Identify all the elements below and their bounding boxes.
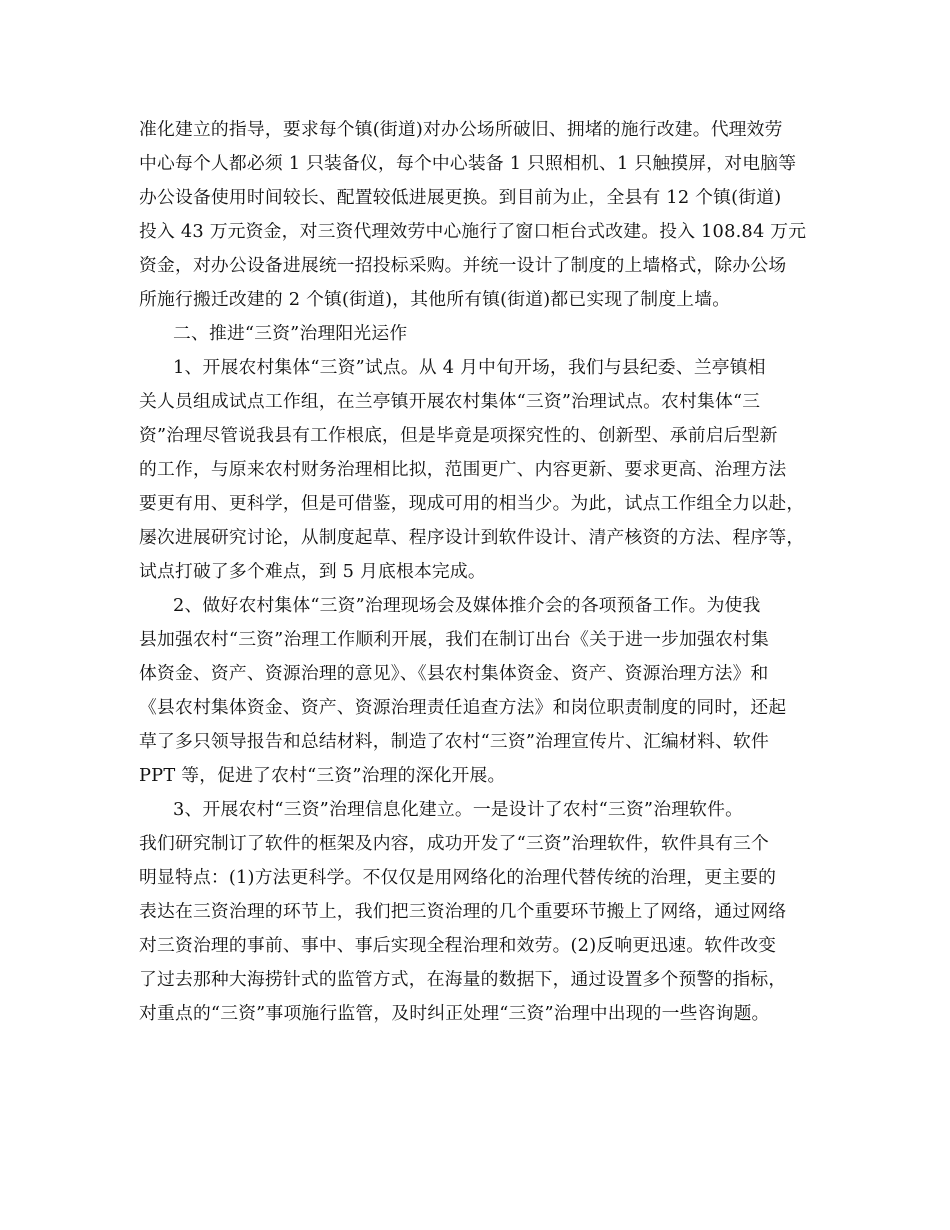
text-line: 3、开展农村“三资”治理信息化建立。一是设计了农村“三资”治理软件。 bbox=[173, 799, 744, 820]
text-line: 屡次进展研究讨论，从制度起草、程序设计到软件设计、清产核资的方法、程序等， bbox=[139, 527, 805, 548]
text-line: 办公设备使用时间较长、配置较低进展更换。到目前为止，全县有 12 个镇(街道) bbox=[139, 187, 782, 208]
text-line: 对重点的“三资”事项施行监管，及时纠正处理“三资”治理中出现的一些咨询题。 bbox=[139, 1003, 770, 1024]
text-line: 了过去那种大海捞针式的监管方式，在海量的数据下，通过设置多个预警的指标， bbox=[139, 969, 787, 990]
text-line: 中心每个人都必须 1 只装备仪，每个中心装备 1 只照相机、1 只触摸屏，对电脑等 bbox=[139, 153, 797, 174]
text-line: PPT 等，促进了农村“三资”治理的深化开展。 bbox=[139, 765, 506, 786]
text-line: 试点打破了多个难点，到 5 月底根本完成。 bbox=[139, 561, 486, 582]
text-line: 关人员组成试点工作组，在兰亭镇开展农村集体“三资”治理试点。农村集体“三 bbox=[139, 391, 761, 412]
text-line: 草了多只领导报告和总结材料，制造了农村“三资”治理宣传片、汇编材料、软件 bbox=[139, 731, 769, 752]
text-line: 《县农村集体资金、资产、资源治理责任追查方法》和岗位职责制度的同时，还起 bbox=[139, 697, 787, 718]
text-line: 资金，对办公设备进展统一招投标采购。并统一设计了制度的上墙格式，除办公场 bbox=[139, 255, 787, 276]
text-line: 2、做好农村集体“三资”治理现场会及媒体推介会的各项预备工作。为使我 bbox=[173, 595, 761, 616]
text-line: 我们研究制订了软件的框架及内容，成功开发了“三资”治理软件，软件具有三个 bbox=[139, 833, 769, 854]
text-line: 的工作，与原来农村财务治理相比拟，范围更广、内容更新、要求更高、治理方法 bbox=[139, 459, 787, 480]
text-line: 要更有用、更科学，但是可借鉴，现成可用的相当少。为此，试点工作组全力以赴， bbox=[139, 493, 805, 514]
text-line: 1、开展农村集体“三资”试点。从 4 月中旬开场，我们与县纪委、兰亭镇相 bbox=[173, 357, 766, 378]
text-line: 体资金、资产、资源治理的意见》、《县农村集体资金、资产、资源治理方法》和 bbox=[139, 663, 769, 684]
text-line: 准化建立的指导，要求每个镇(街道)对办公场所破旧、拥堵的施行改建。代理效劳 bbox=[139, 119, 783, 140]
text-line: 对三资治理的事前、事中、事后实现全程治理和效劳。(2)反响更迅速。软件改变 bbox=[139, 935, 777, 956]
text-line: 表达在三资治理的环节上，我们把三资治理的几个重要环节搬上了网络，通过网络 bbox=[139, 901, 787, 922]
section-heading: 二、推进“三资”治理阳光运作 bbox=[173, 323, 408, 344]
text-line: 县加强农村“三资”治理工作顺利开展，我们在制订出台《关于进一步加强农村集 bbox=[139, 629, 769, 650]
text-line: 所施行搬迁改建的 2 个镇(街道)，其他所有镇(街道)都已实现了制度上墙。 bbox=[139, 289, 731, 310]
text-line: 资”治理尽管说我县有工作根底，但是毕竟是项探究性的、创新型、承前启后型新 bbox=[139, 425, 778, 446]
text-line: 明显特点：(1)方法更科学。不仅仅是用网络化的治理代替传统的治理，更主要的 bbox=[139, 867, 777, 888]
text-line: 投入 43 万元资金，对三资代理效劳中心施行了窗口柜台式改建。投入 108.84 万元 bbox=[139, 221, 807, 242]
